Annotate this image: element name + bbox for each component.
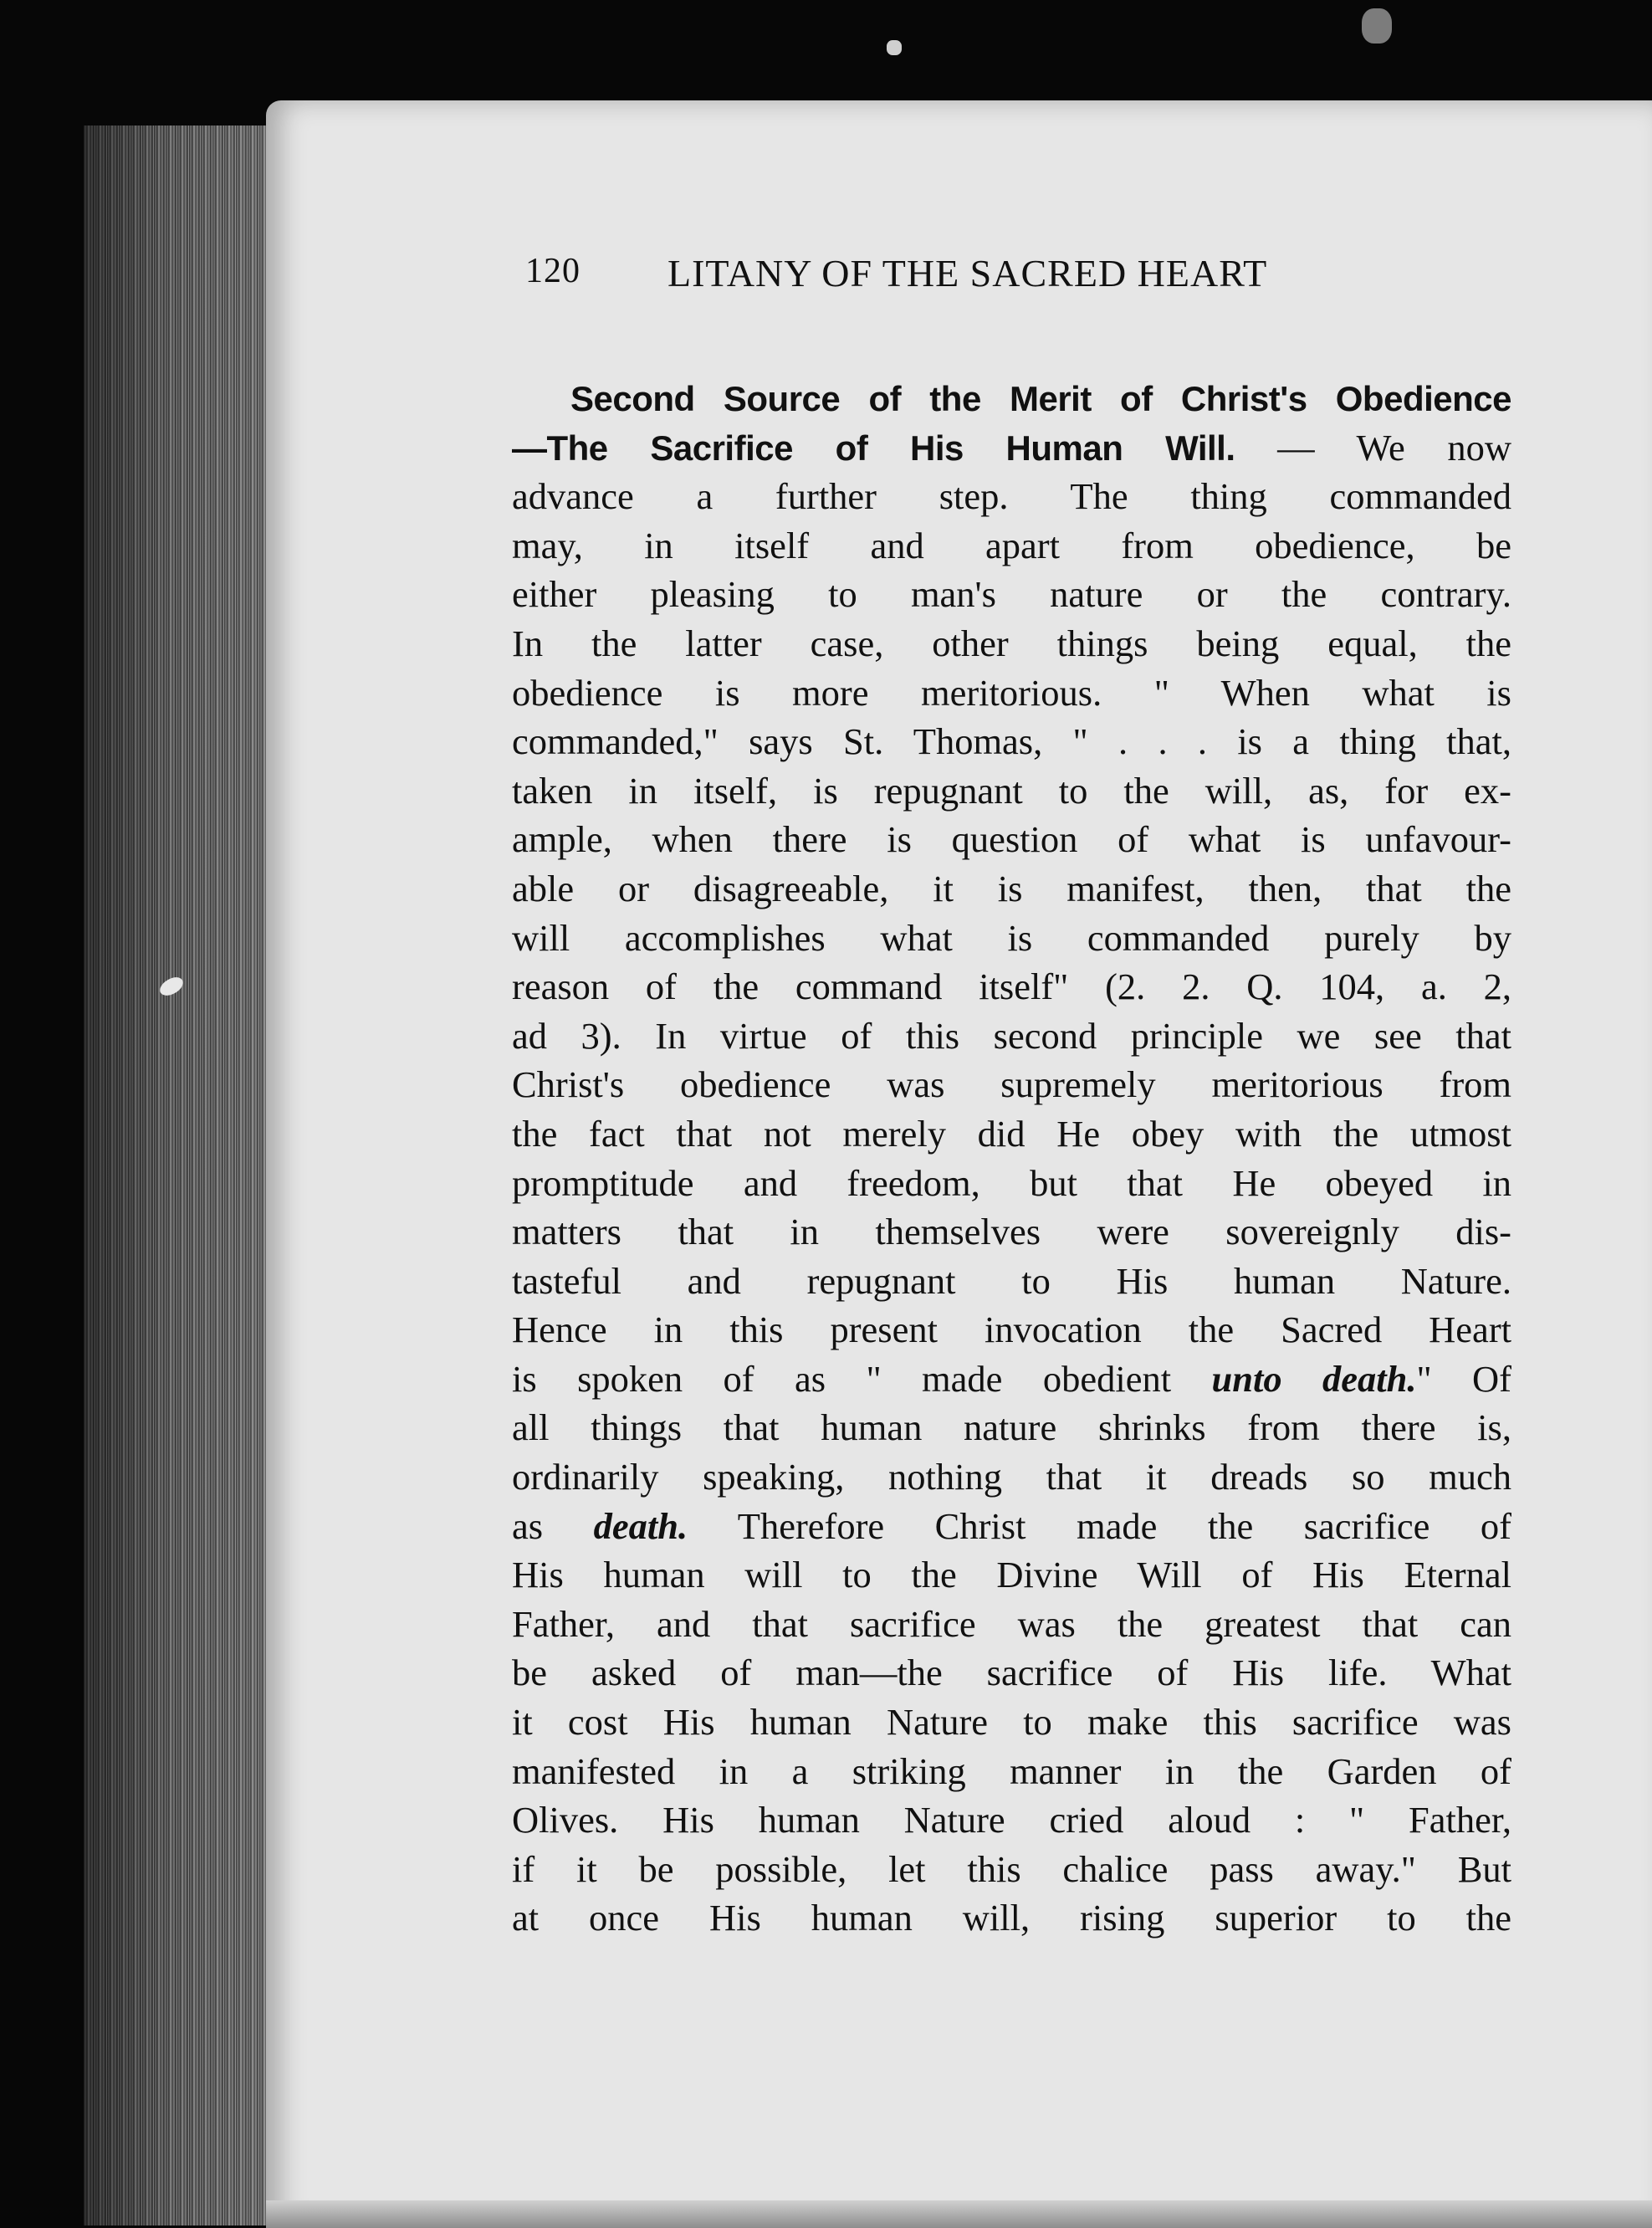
- line-text: at once His human will, rising superior to the: [512, 1897, 1511, 1939]
- line-text: if it be possible, let this chalice pass away." But: [512, 1847, 1511, 1890]
- line-text: as: [512, 1504, 594, 1547]
- text-line: [512, 1159, 1511, 1208]
- line-text: all things that human nature shrinks from there is,: [512, 1406, 1511, 1449]
- text-line: [512, 1550, 1511, 1600]
- text-line: [512, 815, 1511, 864]
- line-text: Therefore Christ made the sacrifice of: [688, 1504, 1511, 1547]
- emphasis-text: death.: [593, 1504, 688, 1547]
- page-bottom-edge: [266, 2200, 1652, 2228]
- emphasis-text: unto death.: [1211, 1357, 1417, 1400]
- text-line: [512, 1600, 1511, 1649]
- scan-artifact: [887, 40, 902, 55]
- text-line: [512, 1698, 1511, 1747]
- line-text: ample, when there is question of what is unfavour-: [512, 818, 1511, 861]
- line-text: promptitude and freedom, but that He obeyed in: [512, 1161, 1511, 1204]
- text-line: [512, 668, 1511, 718]
- text-line: [512, 619, 1511, 668]
- text-line: [512, 1355, 1511, 1404]
- line-text: the fact that not merely did He obey with the utmost: [512, 1112, 1511, 1155]
- text-line: [512, 1305, 1511, 1355]
- page-number: 120: [525, 252, 581, 290]
- line-text: tasteful and repugnant to His human Nature.: [512, 1259, 1511, 1302]
- text-line: [512, 1893, 1511, 1943]
- text-line: [512, 1060, 1511, 1109]
- book-page-edges: [84, 125, 276, 2225]
- text-line: [512, 1109, 1511, 1159]
- running-title: LITANY OF THE SACRED HEART: [667, 252, 1268, 295]
- line-text: may, in itself and apart from obedience, be: [512, 524, 1511, 566]
- line-text: Hence in this present invocation the Sacred Heart: [512, 1309, 1511, 1351]
- line-text: " Of: [1416, 1357, 1511, 1400]
- line-text: matters that in themselves were sovereignly dis-: [512, 1211, 1511, 1253]
- text-line: [512, 472, 1511, 521]
- text-line: [512, 717, 1511, 766]
- text-line: [512, 1207, 1511, 1257]
- text-line: [512, 766, 1511, 816]
- line-text: advance a further step. The thing commanded: [512, 475, 1511, 518]
- line-text: either pleasing to man's nature or the contrary.: [512, 573, 1511, 616]
- text-line: [512, 962, 1511, 1012]
- line-text: ad 3). In virtue of this second principle we see that: [512, 1014, 1511, 1057]
- line-text: taken in itself, is repugnant to the will, as, for ex-: [512, 769, 1511, 812]
- text-line: [512, 914, 1511, 963]
- text-line: [512, 570, 1511, 619]
- line-text: reason of the command itself" (2. 2. Q. 104, a. 2,: [512, 965, 1511, 1008]
- text-line: [512, 423, 1511, 473]
- body-text: [512, 374, 1511, 1943]
- line-text: able or disagreeable, it is manifest, then, that the: [512, 867, 1511, 909]
- line-text: Father, and that sacrifice was the greatest that can: [512, 1602, 1511, 1645]
- text-line: [512, 1747, 1511, 1796]
- section-heading: Second Source of the Merit of Christ's Obedience: [570, 379, 1511, 418]
- text-line: [512, 864, 1511, 914]
- text-line: [512, 1257, 1511, 1306]
- line-text: Christ's obedience was supremely meritorious from: [512, 1063, 1511, 1106]
- line-text: will accomplishes what is commanded purely by: [512, 916, 1511, 959]
- text-line: [512, 1403, 1511, 1452]
- text-line: [512, 1012, 1511, 1061]
- text-line: [512, 521, 1511, 571]
- section-heading: —The Sacrifice of His Human Will.: [512, 428, 1235, 468]
- scan-artifact: [1362, 8, 1392, 44]
- line-text: commanded," says St. Thomas, " . . . is a thing that,: [512, 720, 1511, 763]
- line-text: be asked of man—the sacrifice of His life. What: [512, 1652, 1511, 1694]
- line-text: it cost His human Nature to make this sacrifice was: [512, 1701, 1511, 1744]
- line-text: manifested in a striking manner in the Garden of: [512, 1749, 1511, 1792]
- line-text: is spoken of as " made obedient: [512, 1357, 1212, 1400]
- text-line: [512, 1648, 1511, 1698]
- line-text: ordinarily speaking, nothing that it dreads so much: [512, 1456, 1511, 1498]
- running-header: [525, 251, 1395, 301]
- text-line: [512, 374, 1511, 423]
- text-line: [512, 1795, 1511, 1845]
- text-line: [512, 1452, 1511, 1502]
- text-line: [512, 1845, 1511, 1894]
- line-text: obedience is more meritorious. " When what is: [512, 671, 1511, 714]
- line-text: Olives. His human Nature cried aloud : " Father,: [512, 1799, 1511, 1841]
- line-text: — We now: [1235, 426, 1511, 469]
- line-text: In the latter case, other things being equal, the: [512, 622, 1511, 664]
- text-line: [512, 1502, 1511, 1551]
- line-text: His human will to the Divine Will of His Eternal: [512, 1554, 1511, 1596]
